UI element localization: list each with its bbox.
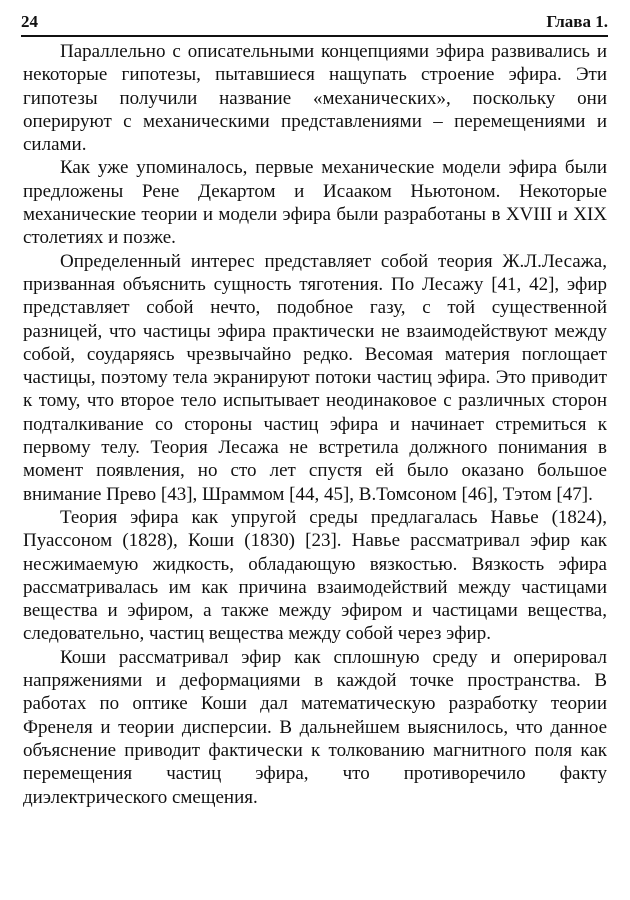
- body-text: [23, 40, 607, 809]
- paragraph-3: Определенный интерес представляет собой теория Ж.Л.Лесажа, призванная объяснить сущность тяготения. По Лесажу [41, 42], эфир представляет собой нечто, подобное газу, с той существенной разницей, что частицы эфира практически не взаимодействуют между собой, соударяясь чрезвычайно редко. Весомая материя поглощает частицы, поэтому тела экранируют потоки частиц эфира. Это приводит к тому, что второе тело испытывает неодинаковое с различных сторон подталкивание со стороны частиц эфира и начинает стремиться к первому телу. Теория Лесажа не встретила должного понимания в момент появления, но сто лет спустя ей было оказано большое внимание Прево [43], Шраммом [44, 45], В.Томсоном [46], Тэтом [47].: [23, 250, 607, 505]
- paragraph-1: Параллельно с описательными концепциями эфира развивались и некоторые гипотезы, пытавшиеся нащупать строение эфира. Эти гипотезы получили название «механических», поскольку они оперируют с механическими представлениями – перемещениями и силами.: [23, 41, 607, 156]
- paragraph-5: Коши рассматривал эфир как сплошную среду и оперировал напряжениями и деформациями в каждой точке пространства. В работах по оптике Коши дал математическую разработку теории Френеля и теории дисперсии. В дальнейшем выяснилось, что данное объяснение приводит фактически к толкованию магнитного поля как перемещения частиц эфира, что противоречило факту диэлектрического смещения.: [23, 646, 607, 808]
- paragraph-4: Теория эфира как упругой среды предлагалась Навье (1824), Пуассоном (1828), Коши (1830) [23]. Навье рассматривал эфир как несжимаемую жидкость, обладающую вязкостью. Вязкость эфира рассматривалась им как причина взаимодействий между частицами вещества и эфиром, а также между эфиром и частицами вещества, следовательно, частиц вещества между собой через эфир.: [23, 506, 607, 645]
- page-number: 24: [21, 12, 38, 31]
- paragraph-2: Как уже упоминалось, первые механические модели эфира были предложены Рене Декартом и Исааком Ньютоном. Некоторые механические теории и модели эфира были разработаны в XVIII и XIX столетиях и позже.: [23, 157, 607, 249]
- running-header: [21, 10, 608, 37]
- chapter-title: Глава 1.: [546, 12, 608, 31]
